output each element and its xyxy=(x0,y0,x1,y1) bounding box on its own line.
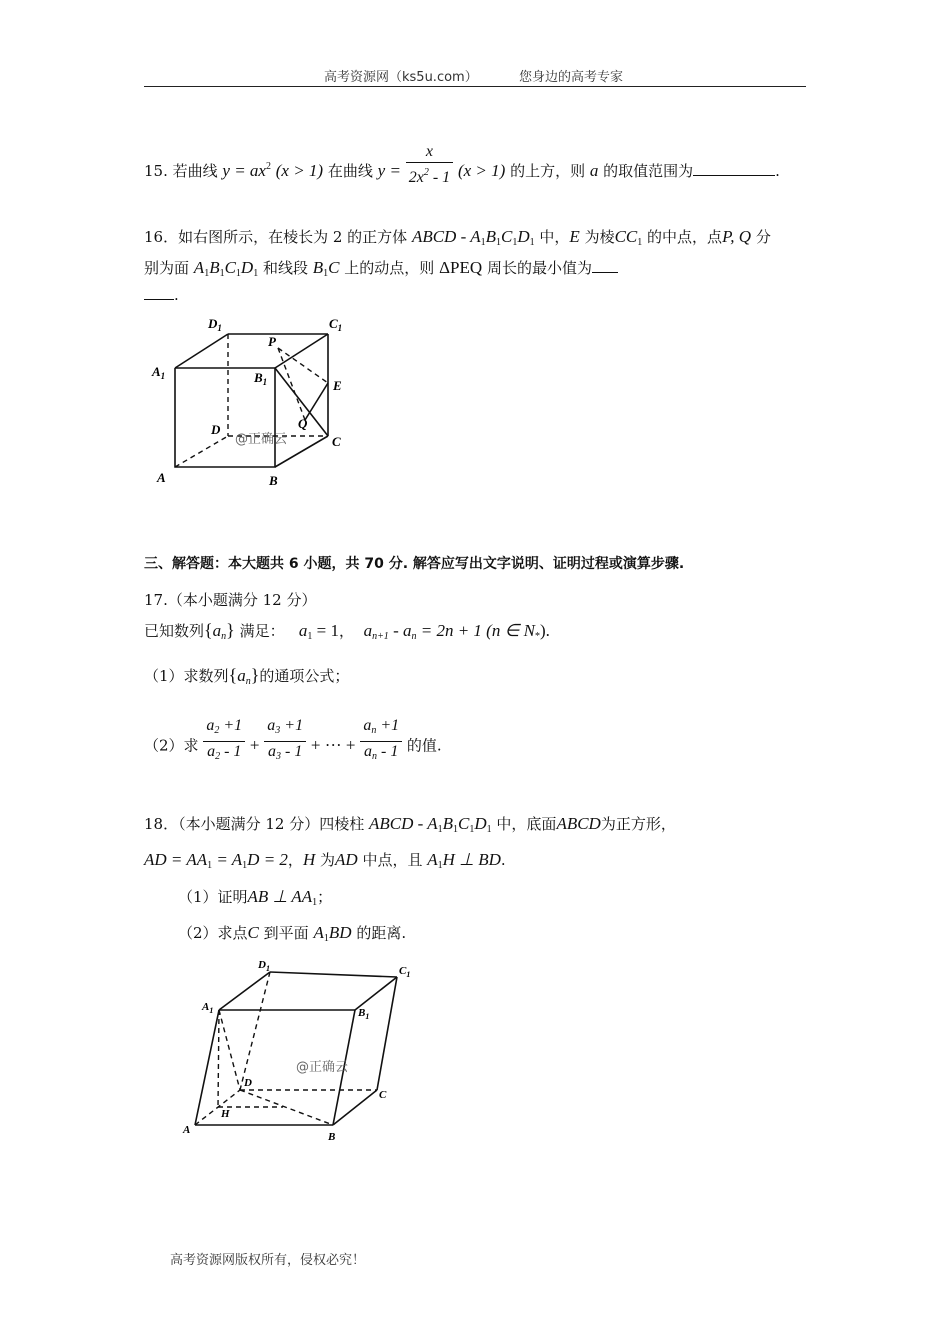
answer-blank-16a[interactable] xyxy=(592,271,618,273)
watermark-1: @正确云 xyxy=(235,432,288,447)
label-D1: $D_1$ xyxy=(208,316,222,333)
label-B1: $B_1$ xyxy=(358,1007,370,1021)
label-A: A xyxy=(183,1124,191,1136)
question-17-part2: （2）求 $\frac{a_2 +1}{a_2 - 1}$ + $\frac{a_3 +1}{a_3 - 1}$ + ··· + $\frac{a_n +1}{a_n - 1}$ 的值. xyxy=(144,726,442,767)
question-18-line2: AD = $AA_1 = A_1D = 2$，H 为AD 中点，且 $A_1H$ ⊥ BD. xyxy=(144,850,506,871)
label-D: D xyxy=(244,1077,252,1089)
edge-c1-c xyxy=(377,977,397,1090)
prism-figure xyxy=(175,950,425,1150)
label-B: B xyxy=(269,473,278,488)
label-P: P xyxy=(268,334,276,349)
fraction-n: $\frac{a_n +1}{a_n - 1}$ xyxy=(360,716,402,767)
question-17-given: 已知数列$\{a_n\}$ 满足： $a_1 = 1$， $a_{n+1} - a_n = 2n + 1$ (n ∈ $N_*$). xyxy=(144,620,550,642)
edge-a1-a xyxy=(195,1010,219,1125)
label-Q: Q xyxy=(298,416,308,431)
edge-b-c xyxy=(333,1090,377,1125)
label-A1: $A_1$ xyxy=(152,364,166,381)
header-left: 高考资源网（ks5u.com） xyxy=(324,70,478,85)
watermark-2: @正确云 xyxy=(296,1060,349,1075)
question-15: 15. 若曲线 $y = ax^2$ (x > 1) 在曲线 y = $\frac{x}{2x^2 - 1}$ (x > 1) 的上方，则 a 的取值范围为 . xyxy=(144,143,780,186)
page-header xyxy=(144,66,806,87)
question-18-part1: （1）证明AB ⊥ $AA_1$； xyxy=(178,887,333,908)
segment-p-q xyxy=(278,348,305,420)
label-E: E xyxy=(333,378,342,393)
hidden-edge-d1-d xyxy=(240,972,270,1090)
label-A: A xyxy=(157,470,166,485)
label-H: H xyxy=(221,1108,230,1120)
segment-p-e xyxy=(278,348,328,383)
question-17-part1: （1）求数列$\{a_n\}$的通项公式； xyxy=(144,665,350,687)
section-3-heading: 三、解答题：本大题共 6 小题，共 70 分. 解答应写出文字说明、证明过程或演算步骤. xyxy=(144,556,685,572)
label-C: C xyxy=(332,434,341,449)
question-18-line1: 18．（本小题满分 12 分）四棱柱 ABCD - $A_1B_1C_1D_1$ 中，底面ABCD为正方形， xyxy=(144,814,676,835)
label-D: D xyxy=(211,422,221,437)
label-D1: $D_1$ xyxy=(258,959,270,973)
label-A1: $A_1$ xyxy=(202,1001,214,1015)
segment-e-q xyxy=(305,383,328,420)
edge-a1-d1 xyxy=(175,334,228,368)
question-16-line3: . xyxy=(144,284,179,306)
hidden-segment-a1-h xyxy=(218,1010,219,1107)
edge-b1-c1 xyxy=(355,977,397,1010)
page-footer: 高考资源网版权所有，侵权必究！ xyxy=(170,1253,366,1268)
fraction-2: $\frac{a_2 +1}{a_2 - 1}$ xyxy=(203,716,245,767)
question-16-line1: 16．如右图所示，在棱长为 2 的正方体 ABCD - $A_1B_1C_1D_1$ 中，E 为棱$CC_1$ 的中点，点P, Q 分 xyxy=(144,227,771,248)
label-B1: $B_1$ xyxy=(254,370,268,387)
cube-figure xyxy=(148,310,368,495)
edge-b1-c1 xyxy=(275,334,328,368)
question-17-title: 17.（本小题满分 12 分） xyxy=(144,591,317,609)
answer-blank-16b[interactable] xyxy=(144,298,174,300)
label-B: B xyxy=(328,1131,336,1143)
answer-blank-15[interactable] xyxy=(693,174,775,176)
label-C1: $C_1$ xyxy=(329,316,343,333)
label-C1: $C_1$ xyxy=(399,965,411,979)
header-right: 您身边的高考专家 xyxy=(519,70,624,85)
edge-a1-d1 xyxy=(219,972,270,1010)
q15-fraction: $\frac{x}{2x^2 - 1}$ xyxy=(406,142,453,188)
hidden-segment-a1-d xyxy=(219,1010,240,1090)
label-C: C xyxy=(379,1089,387,1101)
fraction-3: $\frac{a_3 +1}{a_3 - 1}$ xyxy=(264,716,306,767)
hidden-edge-a-d xyxy=(175,436,228,467)
question-16-line2: 别为面 $A_1B_1C_1D_1$ 和线段 $B_1C$ 上的动点，则 ΔPEQ 周长的最小值为 xyxy=(144,257,618,285)
question-18-part2: （2）求点C 到平面 $A_1BD$ 的距离. xyxy=(178,923,407,944)
hidden-segment-d-b xyxy=(240,1090,333,1125)
edge-d1-c1 xyxy=(270,972,397,977)
